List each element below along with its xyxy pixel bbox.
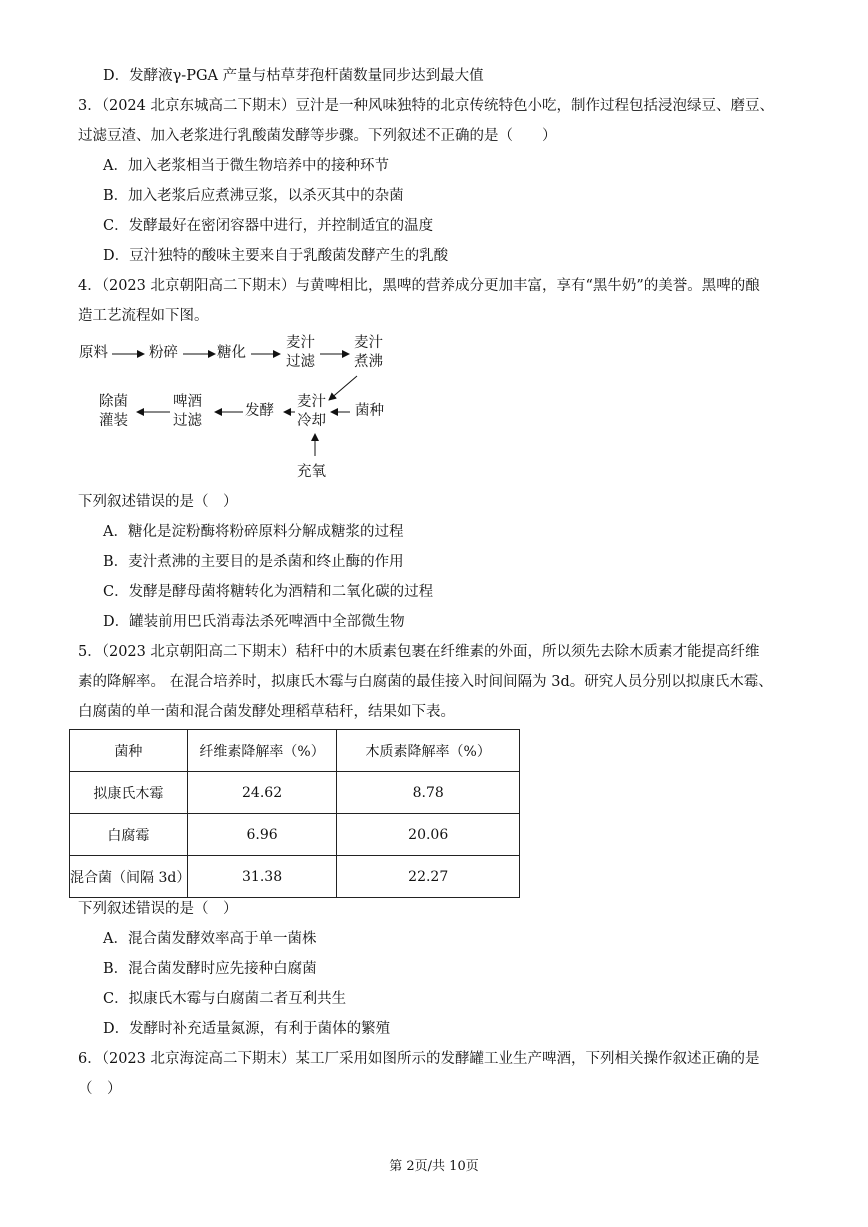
flow-node-aerate: 充氧: [297, 464, 326, 480]
q3-option-d: D．豆汁独特的酸味主要来自于乳酸菌发酵产生的乳酸: [103, 248, 449, 264]
flow-node-sterilize-fill: [99, 393, 128, 431]
q6-stem-line2: （ ）: [78, 1081, 122, 1097]
flow-node-crush: 粉碎: [149, 345, 178, 361]
q4-option-b: B．麦汁煮沸的主要目的是杀菌和终止酶的作用: [103, 554, 404, 570]
flow-node-sterilize-fill-l1: 除菌: [99, 394, 128, 410]
q3-stem-line1: 3．（2024 北京东城高二下期末）豆汁是一种风味独特的北京传统特色小吃，制作过程包括浸泡绿豆、磨豆、: [78, 98, 774, 114]
table-header-cell: 菌种: [70, 730, 188, 772]
flow-node-beer-filter-l2: 过滤: [173, 413, 202, 429]
q4-question: 下列叙述错误的是（ ）: [78, 494, 238, 510]
table-row: [70, 772, 520, 814]
flow-node-beer-filter: [173, 393, 202, 431]
flow-node-wort-filter-l2: 过滤: [286, 354, 315, 370]
table-cell: 22.27: [337, 856, 520, 898]
q5-stem-line3: 白腐菌的单一菌和混合菌发酵处理稻草秸秆，结果如下表。: [78, 704, 455, 720]
flow-node-wort-filter-l1: 麦汁: [286, 335, 315, 351]
table-header-row: [70, 730, 520, 772]
flow-node-sterilize-fill-l2: 灌装: [99, 413, 128, 429]
q4-option-a: A．糖化是淀粉酶将粉碎原料分解成糖浆的过程: [103, 524, 404, 540]
q4-stem-line2: 造工艺流程如下图。: [78, 308, 209, 324]
flow-node-wort-boil: [354, 334, 383, 372]
q2-option-d: D．发酵液γ-PGA 产量与枯草芽孢杆菌数量同步达到最大值: [103, 68, 484, 84]
q4-option-d: D．罐装前用巴氏消毒法杀死啤酒中全部微生物: [103, 614, 405, 630]
q3-option-b: B．加入老浆后应煮沸豆浆，以杀灭其中的杂菌: [103, 188, 404, 204]
flow-node-saccharify: 糖化: [217, 345, 246, 361]
q4-stem-line1: 4．（2023 北京朝阳高二下期末）与黄啤相比，黑啤的营养成分更加丰富，享有“黑牛奶”的美誉。黑啤的酿: [78, 278, 760, 294]
q3-option-c: C．发酵最好在密闭容器中进行，并控制适宜的温度: [103, 218, 434, 234]
brewing-flow-diagram: [75, 330, 395, 490]
flow-node-wort-boil-l1: 麦汁: [354, 335, 383, 351]
flow-node-strain: 菌种: [355, 403, 384, 419]
flow-node-wort-boil-l2: 煮沸: [354, 354, 383, 370]
table-cell: 6.96: [187, 814, 337, 856]
table-cell: 拟康氏木霉: [70, 772, 188, 814]
flow-node-raw-material: 原料: [79, 345, 108, 361]
table-cell: 混合菌（间隔 3d）: [70, 856, 188, 898]
flow-node-wort-filter: [286, 334, 315, 372]
arrow-5: [329, 376, 357, 400]
table-cell: 20.06: [337, 814, 520, 856]
flow-node-wort-cool-l2: 冷却: [297, 413, 326, 429]
table-header-cell: 木质素降解率（%）: [337, 730, 520, 772]
q5-stem-line1: 5．（2023 北京朝阳高二下期末）秸秆中的木质素包裹在纤维素的外面，所以须先去除木质素才能提高纤维: [78, 644, 760, 660]
page-footer: 第 2页/共 10页: [389, 1159, 479, 1174]
q3-stem-line2: 过滤豆渣、加入老浆进行乳酸菌发酵等步骤。下列叙述不正确的是（ ）: [78, 128, 557, 144]
q5-option-d: D．发酵时补充适量氮源，有利于菌体的繁殖: [103, 1021, 391, 1037]
flow-node-wort-cool-l1: 麦汁: [297, 394, 326, 410]
q3-option-a: A．加入老浆相当于微生物培养中的接种环节: [103, 158, 389, 174]
table-cell: 24.62: [187, 772, 337, 814]
table-row: [70, 814, 520, 856]
flow-node-wort-cool: [297, 393, 326, 431]
q5-option-a: A．混合菌发酵效率高于单一菌株: [103, 931, 317, 947]
table-header-cell: 纤维素降解率（%）: [187, 730, 337, 772]
q4-option-c: C．发酵是酵母菌将糖转化为酒精和二氧化碳的过程: [103, 584, 434, 600]
q6-stem-line1: 6．（2023 北京海淀高二下期末）某工厂采用如图所示的发酵罐工业生产啤酒，下列相关操作叙述正确的是: [78, 1051, 760, 1067]
degradation-table: [69, 729, 520, 898]
table-row: [70, 856, 520, 898]
q5-option-c: C．拟康氏木霉与白腐菌二者互利共生: [103, 991, 347, 1007]
table-cell: 8.78: [337, 772, 520, 814]
flow-node-ferment: 发酵: [245, 403, 274, 419]
table-cell: 31.38: [187, 856, 337, 898]
q5-stem-line2: 素的降解率。 在混合培养时，拟康氏木霉与白腐菌的最佳接入时间间隔为 3d。研究人员分别以拟康氏木霉、: [78, 674, 773, 690]
table-cell: 白腐霉: [70, 814, 188, 856]
q5-question: 下列叙述错误的是（ ）: [78, 901, 238, 917]
q5-option-b: B．混合菌发酵时应先接种白腐菌: [103, 961, 317, 977]
flow-node-beer-filter-l1: 啤酒: [173, 394, 202, 410]
